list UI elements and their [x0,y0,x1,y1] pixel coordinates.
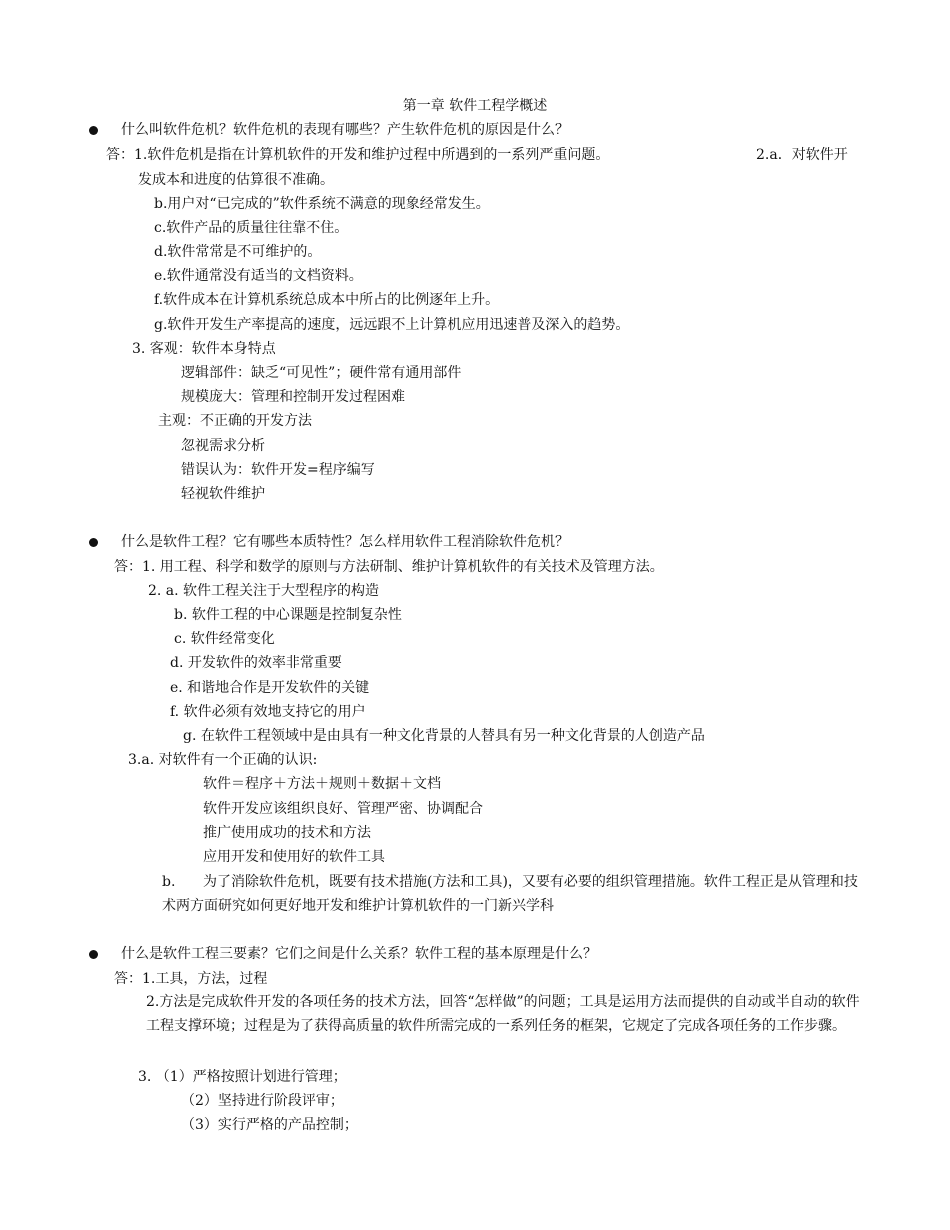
answer-3-item-2: 2.方法是完成软件开发的各项任务的技术方法，回答“怎样做”的问题；工具是运用方法而提供的自动或半自动的软件工程支撑环境；过程是为了获得高质量的软件所需完成的一系列任务的框架，它规定了完成各项任务的工作步骤。 [146,994,860,1034]
question-2: 什么是软件工程？它有哪些本质特性？怎么样用软件工程消除软件危机？ [121,534,569,550]
subjective-item: 忽视需求分析 [181,438,265,454]
answer-2-item-3a-point: 应用开发和使用好的软件工具 [203,849,385,865]
answer-2-item-2b: b. 软件工程的中心课题是控制复杂性 [174,607,402,623]
answer-2-item-3a-point: 软件开发应该组织良好、管理严密、协调配合 [203,801,483,817]
answer-2-item-1: 答：1. 用工程、科学和数学的原则与方法研制、维护计算机软件的有关技术及管理方法。 [114,559,664,575]
answer-2-item-2f: f. 软件必须有效地支持它的用户 [170,704,366,720]
bullet-icon [89,538,98,547]
objective-item: 规模庞大：管理和控制开发过程困难 [181,389,405,405]
answer-3-item-1: 答：1.工具，方法，过程 [114,971,268,987]
objective-item: 逻辑部件：缺乏“可见性”；硬件常有通用部件 [181,365,462,381]
question-3: 什么是软件工程三要素？它们之间是什么关系？软件工程的基本原理是什么？ [121,946,597,962]
answer-2-item-3a-point: 软件＝程序＋方法＋规则＋数据＋文档 [203,776,441,792]
answer-1-item-1: 答：1.软件危机是指在计算机软件的开发和维护过程中所遇到的一系列严重问题。 [106,147,610,163]
answer-2-item-2a: 2. a. 软件工程关注于大型程序的构造 [148,583,380,599]
page-title: 第一章 软件工程学概述 [402,98,548,114]
subjective-item: 错误认为：软件开发=程序编写 [181,462,375,478]
answer-2-item-3a-point: 推广使用成功的技术和方法 [203,825,371,841]
answer-1-item-b: b.用户对“已完成的”软件系统不满意的现象经常发生。 [154,196,490,212]
question-1: 什么叫软件危机？软件危机的表现有哪些？产生软件危机的原因是什么？ [121,122,569,138]
subjective-item: 轻视软件维护 [181,486,265,502]
answer-2-item-3b-label: b. [162,874,176,890]
answer-1-item-f: f.软件成本在计算机系统总成本中所占的比例逐年上升。 [154,292,500,308]
answer-3-item-3-point: （3）实行严格的产品控制； [181,1117,358,1133]
answer-1-item-d: d.软件常常是不可维护的。 [154,244,322,260]
answer-3-item-3: 3. （1）严格按照计划进行管理； [138,1069,347,1085]
answer-2-item-3a: 3.a. 对软件有一个正确的认识: [128,752,318,768]
answer-1-item-2a: 2.a．对软件开 [756,147,848,163]
bullet-icon [89,126,98,135]
answer-2-item-3b: 为了消除软件危机，既要有技术措施(方法和工具)，又要有必要的组织管理措施。软件工程正是从管理和技术两方面研究如何更好地开发和维护计算机软件的一门新兴学科 [162,874,858,914]
answer-1-item-e: e.软件通常没有适当的文档资料。 [154,268,363,284]
answer-1-item-3: 3. 客观：软件本身特点 [132,341,276,357]
answer-1-item-c: c.软件产品的质量往往靠不住。 [154,220,349,236]
bullet-icon [89,950,98,959]
answer-1-item-g: g.软件开发生产率提高的速度，远远跟不上计算机应用迅速普及深入的趋势。 [154,317,630,333]
answer-2-item-2e: e. 和谐地合作是开发软件的关键 [170,680,370,696]
answer-2-item-2d: d. 开发软件的效率非常重要 [170,655,342,671]
answer-1-item-2a-cont: 发成本和进度的估算很不准确。 [138,172,334,188]
answer-2-item-2g: g. 在软件工程领域中是由具有一种文化背景的人替具有另一种文化背景的人创造产品 [183,728,705,744]
answer-2-item-2c: c. 软件经常变化 [174,631,275,647]
subjective-title: 主观：不正确的开发方法 [158,413,312,429]
answer-3-item-3-point: （2）坚持进行阶段评审； [181,1093,344,1109]
